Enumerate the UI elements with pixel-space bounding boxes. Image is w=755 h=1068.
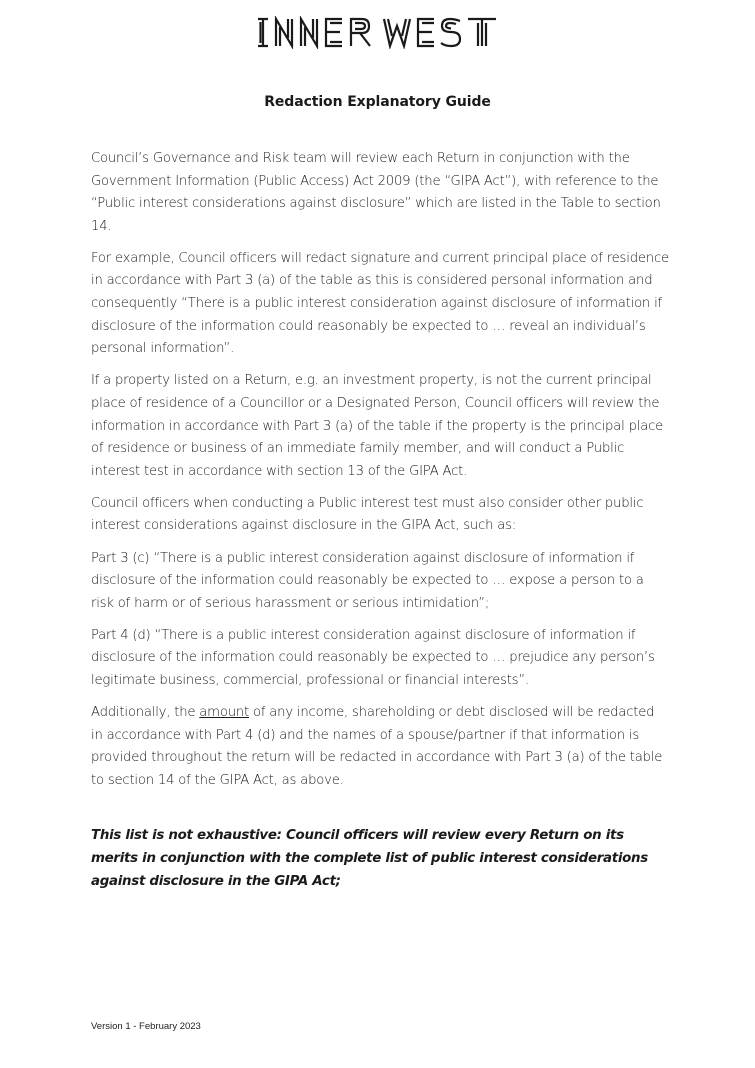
amount-underlined: amount bbox=[199, 705, 249, 721]
version-footer: Version 1 - February 2023 bbox=[91, 1021, 201, 1032]
inner-west-logo-icon bbox=[256, 16, 499, 49]
additionally-text-after: of any income, shareholding or debt disclosed will be redacted in accordance with Part 4 (d) and the names of a spouse/partner if that information is provided throughout the return will be redacted in accordance with Part 3 (a) of the table to section 14 of the GIPA Act, as above. bbox=[91, 705, 663, 788]
paragraph-intro: Council’s Governance and Risk team will review each Return in conjunction with the Government Information (Public Access) Act 2009 (the “GIPA Act”), with reference to the “Public interest considerations against disclosure” which are listed in the Table to section 14. bbox=[91, 151, 661, 234]
paragraph-additionally bbox=[91, 702, 669, 792]
paragraph-part-4d: Part 4 (d) “There is a public interest consideration against disclosure of information if disclosure of the information could reasonably be expected to … prejudice any person’s legitimate business, commercial, professional or financial interests”. bbox=[91, 627, 655, 688]
paragraph-public-interest-test: Council officers when conducting a Public interest test must also consider other public interest considerations against disclosure in the GIPA Act, such as: bbox=[91, 495, 644, 534]
additionally-text-before: Additionally, the bbox=[91, 705, 200, 721]
paragraph-example: For example, Council officers will redact signature and current principal place of residence in accordance with Part 3 (a) of the table as this is considered personal information and consequently “There is a public interest consideration against disclosure of information if disclosure of the information could reasonably be expected to … reveal an individual’s personal information”. bbox=[91, 250, 669, 357]
paragraph-part-3c: Part 3 (c) “There is a public interest consideration against disclosure of information if disclosure of the information could reasonably be expected to … expose a person to a risk of harm or of serious harassment or serious intimidation”; bbox=[91, 550, 644, 611]
document-body bbox=[91, 148, 669, 903]
paragraph-property: If a property listed on a Return, e.g. an investment property, is not the current principal place of residence of a Councillor or a Designated Person, Council officers will review the information in accordance with Part 3 (a) of the table if the property is the principal place of residence or business of an immediate family member, and will conduct a Public interest test in accordance with section 13 of the GIPA Act. bbox=[91, 373, 664, 479]
inner-west-logo bbox=[256, 16, 499, 49]
document-title: Redaction Explanatory Guide bbox=[264, 94, 491, 110]
not-exhaustive-note: This list is not exhaustive: Council officers will review every Return on its merits in conjunction with the complete list of public interest considerations against disclosure in the GIPA Act; bbox=[91, 828, 648, 889]
